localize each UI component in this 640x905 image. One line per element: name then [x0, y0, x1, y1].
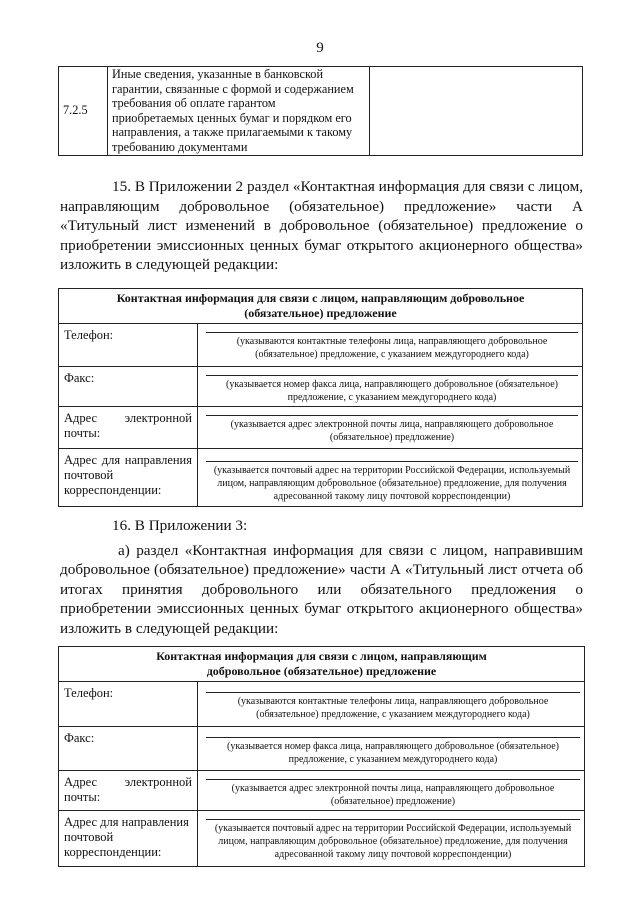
phone-field[interactable] [198, 324, 583, 367]
email-field[interactable] [198, 771, 585, 811]
text-line: приобретении эмиссионных ценных бумаг открытого акционерного общества» [60, 236, 583, 254]
paragraph-16 [60, 516, 583, 639]
fax-field[interactable] [198, 367, 583, 407]
field-hint: (указываются контактные телефоны лица, направляющего добровольное (обязательное) предложение, с указанием междугороднего кода) [237, 696, 549, 720]
text-line: Иные сведения, указанные в банковской [112, 67, 324, 81]
contact-info-table-2 [58, 646, 585, 867]
text-line: а) раздел «Контактная информация для связи с лицом, направившим [118, 541, 583, 559]
label-phone: Телефон: [59, 324, 198, 367]
text-line: «Титульный лист изменений в добровольное (обязательное) предложение о [60, 217, 583, 235]
table-header [59, 289, 583, 324]
label-email: Адрес электронной почты: [59, 771, 198, 811]
text-line: 15. В Приложении 2 раздел «Контактная информация для связи с лицом, [112, 178, 583, 195]
header-line: Контактная информация для связи с лицом, направляющим [156, 649, 487, 663]
field-hint: (указывается адрес электронной почты лица, направляющего добровольное (обязательное) предложение) [231, 783, 555, 807]
contact-info-table-1 [58, 288, 583, 507]
field-hint: (указывается номер факса лица, направляющего добровольное (обязательное) предложение, с указанием междугороднего кода) [226, 379, 558, 403]
header-line: добровольное (обязательное) предложение [206, 664, 437, 678]
header-line: (обязательное) предложение [244, 306, 397, 320]
text-line: изложить в следующей редакции: [60, 619, 279, 637]
field-hint: (указываются контактные телефоны лица, направляющего добровольное (обязательное) предложение, с указанием междугороднего кода) [236, 336, 548, 360]
paragraph-15 [60, 177, 583, 275]
field-hint: (указывается номер факса лица, направляющего добровольное (обязательное) предложение, с указанием междугороднего кода) [227, 741, 559, 765]
item-number: 7.2.5 [59, 67, 108, 156]
phone-field[interactable] [198, 682, 585, 727]
text-line: гарантии, связанные с формой и содержанием [112, 81, 354, 96]
item-description [108, 67, 370, 156]
label-phone: Телефон: [59, 682, 198, 727]
fax-field[interactable] [198, 727, 585, 771]
label-postal-address: Адрес для направления почтовой корреспонденции: [59, 449, 198, 507]
table-row [59, 67, 583, 156]
label-fax: Факс: [59, 367, 198, 407]
text-line: направляющим добровольное (обязательное) предложение» части А [60, 197, 583, 215]
text-line: изложить в следующей редакции: [60, 256, 279, 274]
text-line: приобретаемых ценных бумаг и порядком его [112, 110, 352, 125]
field-hint: (указывается почтовый адрес на территории Российской Федерации, используемый лицом, направляющим добровольное (обязательное) предложение, для получения адресованной такому лицу почтовой корреспонденции) [214, 823, 572, 860]
header-line: Контактная информация для связи с лицом, направляющим добровольное [116, 291, 525, 305]
field-hint: (указывается почтовый адрес на территории Российской Федерации, используемый лицом, направляющим добровольное (обязательное) предложение, для получения адресованной такому лицу почтовой корреспонденции) [213, 465, 571, 502]
text-line: 16. В Приложении 3: [112, 517, 248, 534]
postal-address-field[interactable] [198, 449, 583, 507]
postal-address-field[interactable] [198, 811, 585, 867]
page-number: 9 [316, 40, 324, 56]
text-line: требования об оплате гарантом [112, 96, 276, 111]
label-email: Адрес электронной почты: [59, 407, 198, 449]
text-line: приобретении эмиссионных ценных бумаг открытого акционерного общества» [60, 600, 583, 618]
text-line: добровольное (обязательное) предложение» части А «Титульный лист отчета об [60, 561, 583, 579]
label-fax: Факс: [59, 727, 198, 771]
label-postal-address: Адрес для направления почтовой корреспонденции: [59, 811, 198, 867]
table-item-7-2-5 [58, 66, 583, 156]
email-field[interactable] [198, 407, 583, 449]
text-line: итогах принятия добровольного или обязательного предложения о [60, 580, 583, 598]
field-hint: (указывается адрес электронной почты лица, направляющего добровольное (обязательное) предложение) [230, 419, 554, 443]
text-line: требованию документами [112, 139, 248, 154]
item-value [370, 67, 583, 156]
table-header [59, 647, 585, 682]
text-line: направления, а также прилагаемыми к такому [112, 125, 353, 140]
